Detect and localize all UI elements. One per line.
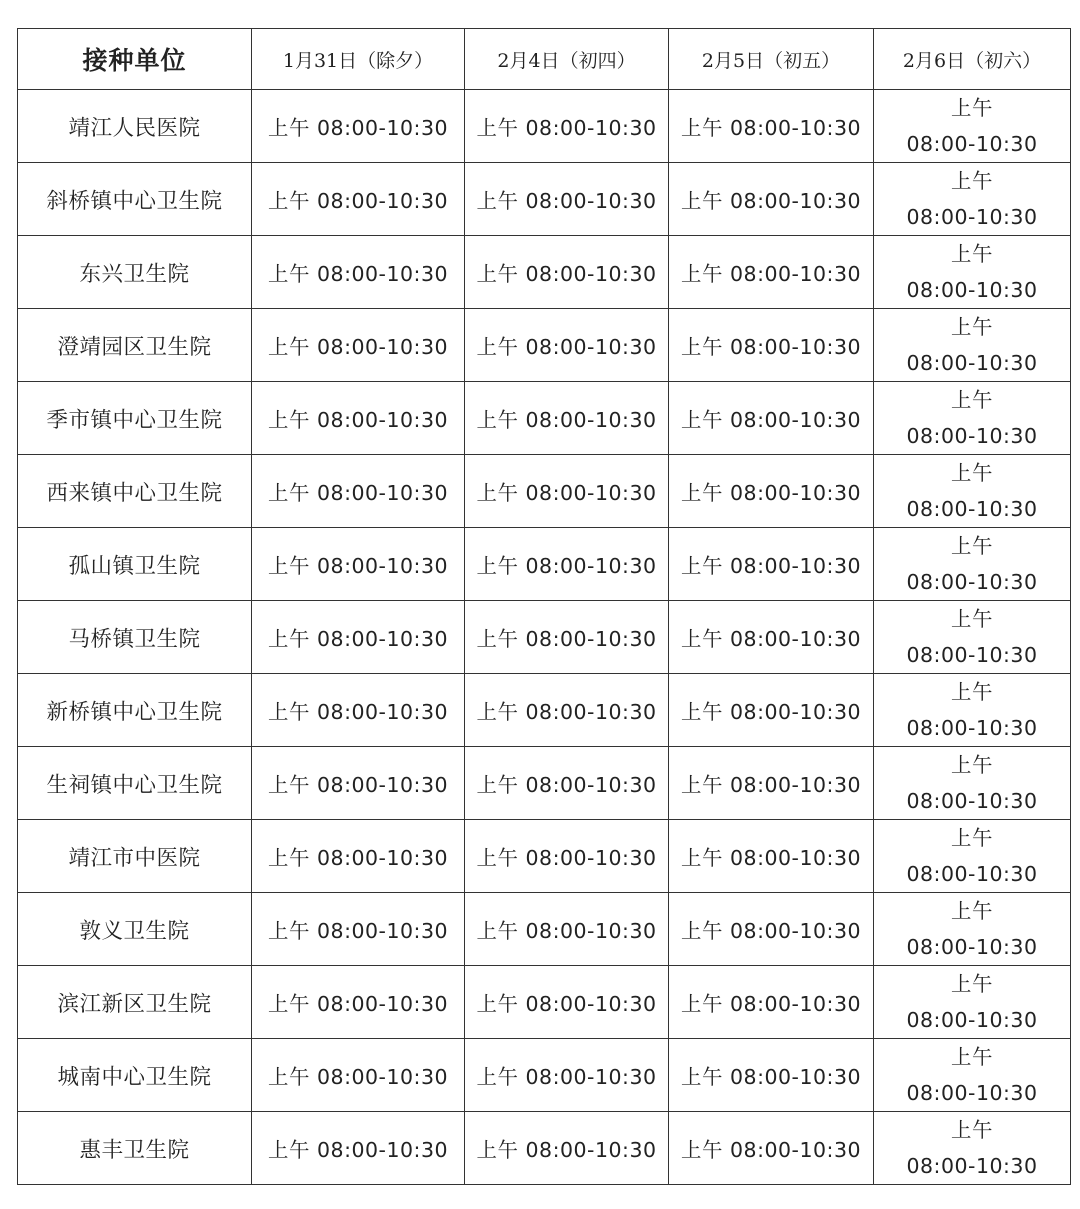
slot-time: 08:00-10:30: [729, 627, 862, 651]
slot-period: 上午: [680, 846, 723, 870]
slot-period: 上午: [476, 1138, 519, 1162]
slot-period: 上午: [680, 189, 723, 213]
unit-name-cell: 斜桥镇中心卫生院: [18, 163, 252, 236]
time-slot-cell: [465, 674, 669, 747]
time-slot-cell: [465, 309, 669, 382]
slot-period: 上午: [951, 96, 993, 120]
slot-time: 08:00-10:30: [729, 116, 862, 140]
slot-period: 上午: [476, 627, 519, 651]
slot-period: 上午: [951, 753, 993, 777]
slot-time: 08:00-10:30: [525, 189, 657, 213]
time-slot-cell: [669, 820, 874, 893]
time-slot-cell: [465, 528, 669, 601]
time-slot-cell: [465, 1112, 669, 1185]
time-slot-cell: [874, 1039, 1071, 1112]
time-slot-cell: [669, 1039, 874, 1112]
slot-time: 08:00-10:30: [906, 278, 1038, 302]
unit-name-cell: 靖江市中医院: [18, 820, 252, 893]
slot-time: 08:00-10:30: [729, 1065, 862, 1089]
unit-name-cell: 靖江人民医院: [18, 90, 252, 163]
slot-time: 08:00-10:30: [525, 700, 657, 724]
table-row: [18, 601, 1071, 674]
slot-time: 08:00-10:30: [729, 773, 862, 797]
slot-time: 08:00-10:30: [906, 716, 1038, 740]
time-slot-cell: [252, 382, 465, 455]
slot-period: 上午: [951, 899, 993, 923]
time-slot-cell: [252, 674, 465, 747]
slot-period: 上午: [476, 992, 519, 1016]
slot-time: 08:00-10:30: [729, 262, 862, 286]
time-slot-cell: [465, 893, 669, 966]
time-slot-cell: [874, 382, 1071, 455]
slot-time: 08:00-10:30: [906, 132, 1038, 156]
slot-time: 08:00-10:30: [729, 992, 862, 1016]
time-slot-cell: [465, 747, 669, 820]
time-slot-cell: [465, 455, 669, 528]
slot-period: 上午: [951, 680, 993, 704]
slot-period: 上午: [951, 388, 993, 412]
slot-time: 08:00-10:30: [906, 497, 1038, 521]
slot-time: 08:00-10:30: [316, 992, 449, 1016]
time-slot-cell: [669, 455, 874, 528]
slot-period: 上午: [476, 335, 519, 359]
slot-period: 上午: [951, 242, 993, 266]
slot-time: 08:00-10:30: [906, 1154, 1038, 1178]
slot-period: 上午: [267, 992, 310, 1016]
time-slot-cell: [669, 966, 874, 1039]
slot-period: 上午: [267, 408, 310, 432]
slot-time: 08:00-10:30: [316, 627, 449, 651]
time-slot-cell: [669, 528, 874, 601]
table-row: [18, 747, 1071, 820]
slot-period: 上午: [951, 315, 993, 339]
time-slot-cell: [874, 966, 1071, 1039]
slot-period: 上午: [680, 481, 723, 505]
time-slot-cell: [252, 893, 465, 966]
slot-time: 08:00-10:30: [316, 554, 449, 578]
time-slot-cell: [669, 674, 874, 747]
time-slot-cell: [874, 90, 1071, 163]
slot-time: 08:00-10:30: [729, 189, 862, 213]
slot-time: 08:00-10:30: [316, 481, 449, 505]
time-slot-cell: [252, 747, 465, 820]
unit-name-cell: 东兴卫生院: [18, 236, 252, 309]
unit-name-cell: 新桥镇中心卫生院: [18, 674, 252, 747]
unit-name-cell: 孤山镇卫生院: [18, 528, 252, 601]
time-slot-cell: [465, 236, 669, 309]
slot-period: 上午: [267, 846, 310, 870]
slot-period: 上午: [680, 335, 723, 359]
slot-period: 上午: [680, 992, 723, 1016]
slot-time: 08:00-10:30: [316, 116, 449, 140]
slot-period: 上午: [267, 1138, 310, 1162]
slot-period: 上午: [267, 700, 310, 724]
header-date-1: 1月31日（除夕）: [252, 29, 465, 90]
time-slot-cell: [669, 893, 874, 966]
slot-time: 08:00-10:30: [525, 481, 657, 505]
slot-time: 08:00-10:30: [525, 408, 657, 432]
table-row: [18, 1112, 1071, 1185]
slot-time: 08:00-10:30: [906, 789, 1038, 813]
time-slot-cell: [874, 747, 1071, 820]
slot-period: 上午: [267, 335, 310, 359]
slot-period: 上午: [951, 826, 993, 850]
time-slot-cell: [252, 528, 465, 601]
table-row: [18, 966, 1071, 1039]
slot-period: 上午: [476, 700, 519, 724]
slot-period: 上午: [476, 554, 519, 578]
unit-name-cell: 马桥镇卫生院: [18, 601, 252, 674]
slot-time: 08:00-10:30: [316, 335, 449, 359]
time-slot-cell: [252, 966, 465, 1039]
time-slot-cell: [669, 90, 874, 163]
table-row: [18, 528, 1071, 601]
time-slot-cell: [465, 90, 669, 163]
time-slot-cell: [465, 382, 669, 455]
time-slot-cell: [874, 601, 1071, 674]
table-row: [18, 820, 1071, 893]
time-slot-cell: [465, 966, 669, 1039]
slot-period: 上午: [267, 1065, 310, 1089]
time-slot-cell: [669, 382, 874, 455]
slot-period: 上午: [680, 700, 723, 724]
slot-period: 上午: [951, 1045, 993, 1069]
slot-time: 08:00-10:30: [525, 992, 657, 1016]
time-slot-cell: [465, 601, 669, 674]
slot-period: 上午: [476, 262, 519, 286]
slot-period: 上午: [951, 169, 993, 193]
unit-name-cell: 敦义卫生院: [18, 893, 252, 966]
unit-name-cell: 滨江新区卫生院: [18, 966, 252, 1039]
slot-period: 上午: [951, 1118, 993, 1142]
slot-period: 上午: [267, 116, 310, 140]
table-row: [18, 236, 1071, 309]
unit-name-cell: 惠丰卫生院: [18, 1112, 252, 1185]
slot-time: 08:00-10:30: [906, 424, 1038, 448]
table-row: [18, 455, 1071, 528]
time-slot-cell: [669, 309, 874, 382]
table-row: [18, 674, 1071, 747]
slot-period: 上午: [476, 846, 519, 870]
slot-period: 上午: [951, 972, 993, 996]
time-slot-cell: [252, 309, 465, 382]
slot-time: 08:00-10:30: [316, 700, 449, 724]
time-slot-cell: [669, 747, 874, 820]
header-date-2: 2月4日（初四）: [465, 29, 669, 90]
slot-time: 08:00-10:30: [316, 189, 449, 213]
slot-period: 上午: [680, 773, 723, 797]
slot-period: 上午: [267, 554, 310, 578]
slot-period: 上午: [680, 1138, 723, 1162]
slot-time: 08:00-10:30: [316, 773, 449, 797]
time-slot-cell: [669, 163, 874, 236]
time-slot-cell: [669, 601, 874, 674]
slot-period: 上午: [476, 1065, 519, 1089]
slot-time: 08:00-10:30: [316, 919, 449, 943]
time-slot-cell: [465, 163, 669, 236]
time-slot-cell: [874, 674, 1071, 747]
slot-period: 上午: [267, 919, 310, 943]
table-body: [18, 90, 1071, 1185]
slot-time: 08:00-10:30: [525, 919, 657, 943]
time-slot-cell: [465, 820, 669, 893]
unit-name-cell: 季市镇中心卫生院: [18, 382, 252, 455]
slot-period: 上午: [267, 262, 310, 286]
time-slot-cell: [252, 820, 465, 893]
slot-period: 上午: [680, 919, 723, 943]
time-slot-cell: [252, 163, 465, 236]
time-slot-cell: [874, 309, 1071, 382]
slot-period: 上午: [476, 773, 519, 797]
unit-name-cell: 西来镇中心卫生院: [18, 455, 252, 528]
slot-period: 上午: [951, 607, 993, 631]
time-slot-cell: [874, 893, 1071, 966]
slot-time: 08:00-10:30: [525, 554, 657, 578]
slot-time: 08:00-10:30: [316, 846, 449, 870]
slot-time: 08:00-10:30: [525, 1065, 657, 1089]
slot-time: 08:00-10:30: [729, 481, 862, 505]
time-slot-cell: [252, 1112, 465, 1185]
time-slot-cell: [465, 1039, 669, 1112]
table-row: [18, 163, 1071, 236]
header-date-3: 2月5日（初五）: [669, 29, 874, 90]
time-slot-cell: [874, 163, 1071, 236]
slot-time: 08:00-10:30: [316, 408, 449, 432]
slot-time: 08:00-10:30: [729, 335, 862, 359]
header-row: [18, 29, 1071, 90]
slot-time: 08:00-10:30: [525, 846, 657, 870]
slot-time: 08:00-10:30: [906, 1008, 1038, 1032]
unit-name-cell: 城南中心卫生院: [18, 1039, 252, 1112]
slot-time: 08:00-10:30: [906, 205, 1038, 229]
table-row: [18, 309, 1071, 382]
unit-name-cell: 生祠镇中心卫生院: [18, 747, 252, 820]
table-row: [18, 1039, 1071, 1112]
slot-time: 08:00-10:30: [525, 773, 657, 797]
slot-time: 08:00-10:30: [316, 1138, 449, 1162]
slot-time: 08:00-10:30: [729, 919, 862, 943]
slot-time: 08:00-10:30: [316, 262, 449, 286]
slot-period: 上午: [476, 481, 519, 505]
table-header: [18, 29, 1071, 90]
slot-time: 08:00-10:30: [906, 935, 1038, 959]
slot-period: 上午: [476, 189, 519, 213]
time-slot-cell: [669, 236, 874, 309]
time-slot-cell: [252, 1039, 465, 1112]
slot-time: 08:00-10:30: [729, 846, 862, 870]
time-slot-cell: [252, 236, 465, 309]
slot-period: 上午: [267, 481, 310, 505]
slot-time: 08:00-10:30: [316, 1065, 449, 1089]
slot-time: 08:00-10:30: [729, 408, 862, 432]
table-row: [18, 382, 1071, 455]
table-row: [18, 90, 1071, 163]
slot-period: 上午: [951, 534, 993, 558]
slot-time: 08:00-10:30: [525, 627, 657, 651]
slot-time: 08:00-10:30: [525, 262, 657, 286]
slot-time: 08:00-10:30: [906, 1081, 1038, 1105]
table-row: [18, 893, 1071, 966]
time-slot-cell: [874, 455, 1071, 528]
slot-period: 上午: [951, 461, 993, 485]
header-date-4: 2月6日（初六）: [874, 29, 1071, 90]
slot-period: 上午: [680, 408, 723, 432]
time-slot-cell: [252, 601, 465, 674]
slot-time: 08:00-10:30: [906, 862, 1038, 886]
time-slot-cell: [874, 236, 1071, 309]
slot-time: 08:00-10:30: [729, 1138, 862, 1162]
slot-period: 上午: [267, 773, 310, 797]
slot-period: 上午: [680, 627, 723, 651]
time-slot-cell: [669, 1112, 874, 1185]
time-slot-cell: [252, 455, 465, 528]
slot-period: 上午: [680, 262, 723, 286]
slot-period: 上午: [476, 116, 519, 140]
time-slot-cell: [252, 90, 465, 163]
slot-time: 08:00-10:30: [525, 1138, 657, 1162]
slot-period: 上午: [680, 1065, 723, 1089]
slot-time: 08:00-10:30: [906, 570, 1038, 594]
slot-period: 上午: [267, 627, 310, 651]
time-slot-cell: [874, 820, 1071, 893]
slot-period: 上午: [267, 189, 310, 213]
time-slot-cell: [874, 1112, 1071, 1185]
slot-time: 08:00-10:30: [906, 351, 1038, 375]
slot-period: 上午: [680, 116, 723, 140]
slot-time: 08:00-10:30: [525, 335, 657, 359]
time-slot-cell: [874, 528, 1071, 601]
unit-name-cell: 澄靖园区卫生院: [18, 309, 252, 382]
slot-time: 08:00-10:30: [525, 116, 657, 140]
slot-period: 上午: [680, 554, 723, 578]
slot-time: 08:00-10:30: [729, 554, 862, 578]
slot-period: 上午: [476, 408, 519, 432]
slot-time: 08:00-10:30: [906, 643, 1038, 667]
header-unit: 接种单位: [18, 29, 252, 90]
slot-period: 上午: [476, 919, 519, 943]
slot-time: 08:00-10:30: [729, 700, 862, 724]
vaccination-schedule-table: [17, 28, 1071, 1185]
